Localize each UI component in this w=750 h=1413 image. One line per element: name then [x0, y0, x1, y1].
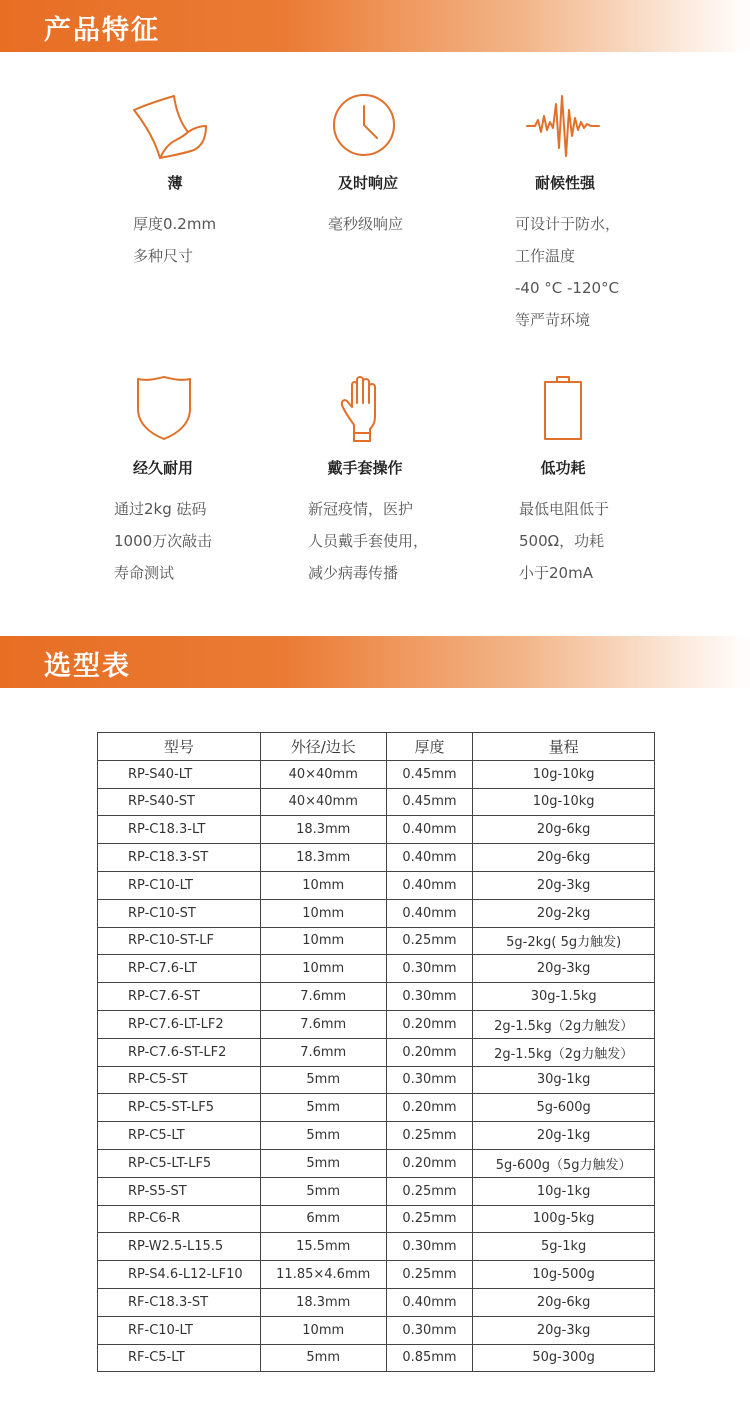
cell-model: RP-S4.6-L12-LF10: [98, 1261, 261, 1289]
cell-thickness: 0.25mm: [386, 1177, 473, 1205]
film-icon: [130, 92, 210, 162]
cell-model: RP-W2.5-L15.5: [98, 1233, 261, 1261]
table-row: [98, 1261, 655, 1289]
cell-model: RP-C5-ST: [98, 1066, 261, 1094]
cell-size: 11.85×4.6mm: [260, 1261, 386, 1289]
cell-size: 7.6mm: [260, 1038, 386, 1066]
header-thickness: 厚度: [386, 733, 473, 761]
table-row: [98, 1344, 655, 1372]
cell-thickness: 0.40mm: [386, 1288, 473, 1316]
selection-section-banner: [0, 636, 750, 688]
cell-range: 20g-6kg: [473, 1288, 655, 1316]
cell-size: 7.6mm: [260, 1010, 386, 1038]
cell-size: 40×40mm: [260, 788, 386, 816]
cell-model: RP-S5-ST: [98, 1177, 261, 1205]
cell-model: RP-C5-ST-LF5: [98, 1094, 261, 1122]
cell-thickness: 0.20mm: [386, 1010, 473, 1038]
cell-model: RP-C7.6-LT-LF2: [98, 1010, 261, 1038]
feature-description: 可设计于防水， 工作温度 -40 °C -120°C 等严苛环境: [515, 215, 621, 329]
cell-thickness: 0.25mm: [386, 1261, 473, 1289]
cell-range: 10g-10kg: [473, 788, 655, 816]
header-model: 型号: [98, 733, 261, 761]
feature-description: 毫秒级响应: [328, 215, 404, 233]
cell-model: RF-C10-LT: [98, 1316, 261, 1344]
waveform-icon: [525, 92, 601, 158]
feature-name: 及时响应: [337, 174, 398, 192]
table-row: [98, 1038, 655, 1066]
cell-thickness: 0.30mm: [386, 983, 473, 1011]
cell-range: 5g-1kg: [473, 1233, 655, 1261]
table-row: [98, 1122, 655, 1150]
cell-thickness: 0.30mm: [386, 955, 473, 983]
features-section-title: 产品特征: [44, 15, 160, 46]
table-row: [98, 1177, 655, 1205]
cell-range: 50g-300g: [473, 1344, 655, 1372]
cell-model: RF-C18.3-ST: [98, 1288, 261, 1316]
cell-range: 10g-500g: [473, 1261, 655, 1289]
clock-icon: [331, 92, 397, 158]
cell-model: RP-C10-LT: [98, 871, 261, 899]
table-row: [98, 1094, 655, 1122]
cell-thickness: 0.30mm: [386, 1066, 473, 1094]
cell-range: 2g-1.5kg（2g力触发）: [473, 1038, 655, 1066]
table-row: [98, 983, 655, 1011]
cell-size: 5mm: [260, 1094, 386, 1122]
battery-icon: [543, 375, 583, 441]
cell-size: 5mm: [260, 1177, 386, 1205]
glove-icon: [340, 375, 392, 443]
cell-size: 40×40mm: [260, 760, 386, 788]
table-row: [98, 899, 655, 927]
table-row: [98, 1010, 655, 1038]
feature-name: 低功耗: [540, 459, 586, 477]
cell-model: RP-C7.6-ST-LF2: [98, 1038, 261, 1066]
cell-range: 20g-3kg: [473, 1316, 655, 1344]
cell-model: RP-C5-LT-LF5: [98, 1149, 261, 1177]
table-body: [98, 760, 655, 1372]
feature-name: 戴手套操作: [327, 459, 403, 477]
cell-range: 20g-1kg: [473, 1122, 655, 1150]
header-range: 量程: [473, 733, 655, 761]
cell-range: 5g-2kg( 5g力触发): [473, 927, 655, 955]
cell-model: RP-C18.3-ST: [98, 844, 261, 872]
header-size: 外径/边长: [260, 733, 386, 761]
shield-icon: [135, 375, 193, 441]
cell-size: 10mm: [260, 1316, 386, 1344]
cell-range: 10g-10kg: [473, 760, 655, 788]
feature-name: 耐候性强: [534, 174, 595, 192]
cell-thickness: 0.20mm: [386, 1149, 473, 1177]
cell-size: 5mm: [260, 1344, 386, 1372]
cell-range: 10g-1kg: [473, 1177, 655, 1205]
cell-model: RP-S40-LT: [98, 760, 261, 788]
cell-size: 5mm: [260, 1122, 386, 1150]
cell-size: 6mm: [260, 1205, 386, 1233]
cell-model: RP-S40-ST: [98, 788, 261, 816]
cell-size: 18.3mm: [260, 1288, 386, 1316]
feature-name: 薄: [167, 174, 183, 192]
table-header-row: [98, 733, 655, 761]
cell-thickness: 0.45mm: [386, 760, 473, 788]
cell-thickness: 0.40mm: [386, 816, 473, 844]
table-row: [98, 1066, 655, 1094]
table-row: [98, 788, 655, 816]
table-row: [98, 1205, 655, 1233]
cell-thickness: 0.25mm: [386, 927, 473, 955]
cell-size: 10mm: [260, 899, 386, 927]
cell-thickness: 0.30mm: [386, 1233, 473, 1261]
feature-description: 最低电阻低于 500Ω，功耗 小于20mA: [519, 500, 610, 582]
cell-range: 5g-600g: [473, 1094, 655, 1122]
cell-model: RF-C5-LT: [98, 1344, 261, 1372]
table-row: [98, 760, 655, 788]
cell-range: 30g-1.5kg: [473, 983, 655, 1011]
table-row: [98, 871, 655, 899]
cell-thickness: 0.25mm: [386, 1122, 473, 1150]
cell-model: RP-C10-ST: [98, 899, 261, 927]
cell-range: 30g-1kg: [473, 1066, 655, 1094]
feature-description: 厚度0.2mm 多种尺寸: [133, 215, 217, 265]
cell-thickness: 0.40mm: [386, 899, 473, 927]
cell-thickness: 0.40mm: [386, 871, 473, 899]
cell-range: 20g-6kg: [473, 816, 655, 844]
cell-range: 20g-3kg: [473, 871, 655, 899]
cell-thickness: 0.20mm: [386, 1094, 473, 1122]
feature-description: 新冠疫情，医护 人员戴手套使用， 减少病毒传播: [308, 500, 429, 582]
cell-size: 10mm: [260, 927, 386, 955]
cell-range: 5g-600g（5g力触发）: [473, 1149, 655, 1177]
cell-model: RP-C7.6-ST: [98, 983, 261, 1011]
features-section-banner: [0, 0, 750, 52]
cell-range: 100g-5kg: [473, 1205, 655, 1233]
cell-size: 18.3mm: [260, 844, 386, 872]
cell-thickness: 0.30mm: [386, 1316, 473, 1344]
table-row: [98, 816, 655, 844]
cell-range: 2g-1.5kg（2g力触发）: [473, 1010, 655, 1038]
cell-thickness: 0.40mm: [386, 844, 473, 872]
cell-size: 18.3mm: [260, 816, 386, 844]
table-row: [98, 1149, 655, 1177]
cell-model: RP-C6-R: [98, 1205, 261, 1233]
feature-description: 通过2kg 砝码 1000万次敲击 寿命测试: [114, 500, 213, 582]
cell-model: RP-C7.6-LT: [98, 955, 261, 983]
cell-size: 5mm: [260, 1066, 386, 1094]
cell-thickness: 0.85mm: [386, 1344, 473, 1372]
table-row: [98, 844, 655, 872]
table-row: [98, 955, 655, 983]
cell-size: 7.6mm: [260, 983, 386, 1011]
cell-size: 5mm: [260, 1149, 386, 1177]
cell-thickness: 0.25mm: [386, 1205, 473, 1233]
cell-size: 10mm: [260, 955, 386, 983]
cell-thickness: 0.20mm: [386, 1038, 473, 1066]
cell-size: 10mm: [260, 871, 386, 899]
selection-section-title: 选型表: [44, 651, 131, 682]
table-row: [98, 927, 655, 955]
table-row: [98, 1316, 655, 1344]
feature-name: 经久耐用: [132, 459, 193, 477]
cell-size: 15.5mm: [260, 1233, 386, 1261]
table-row: [98, 1288, 655, 1316]
cell-range: 20g-2kg: [473, 899, 655, 927]
selection-table: [97, 732, 655, 1372]
cell-model: RP-C10-ST-LF: [98, 927, 261, 955]
cell-thickness: 0.45mm: [386, 788, 473, 816]
table-row: [98, 1233, 655, 1261]
cell-model: RP-C5-LT: [98, 1122, 261, 1150]
cell-model: RP-C18.3-LT: [98, 816, 261, 844]
cell-range: 20g-3kg: [473, 955, 655, 983]
cell-range: 20g-6kg: [473, 844, 655, 872]
